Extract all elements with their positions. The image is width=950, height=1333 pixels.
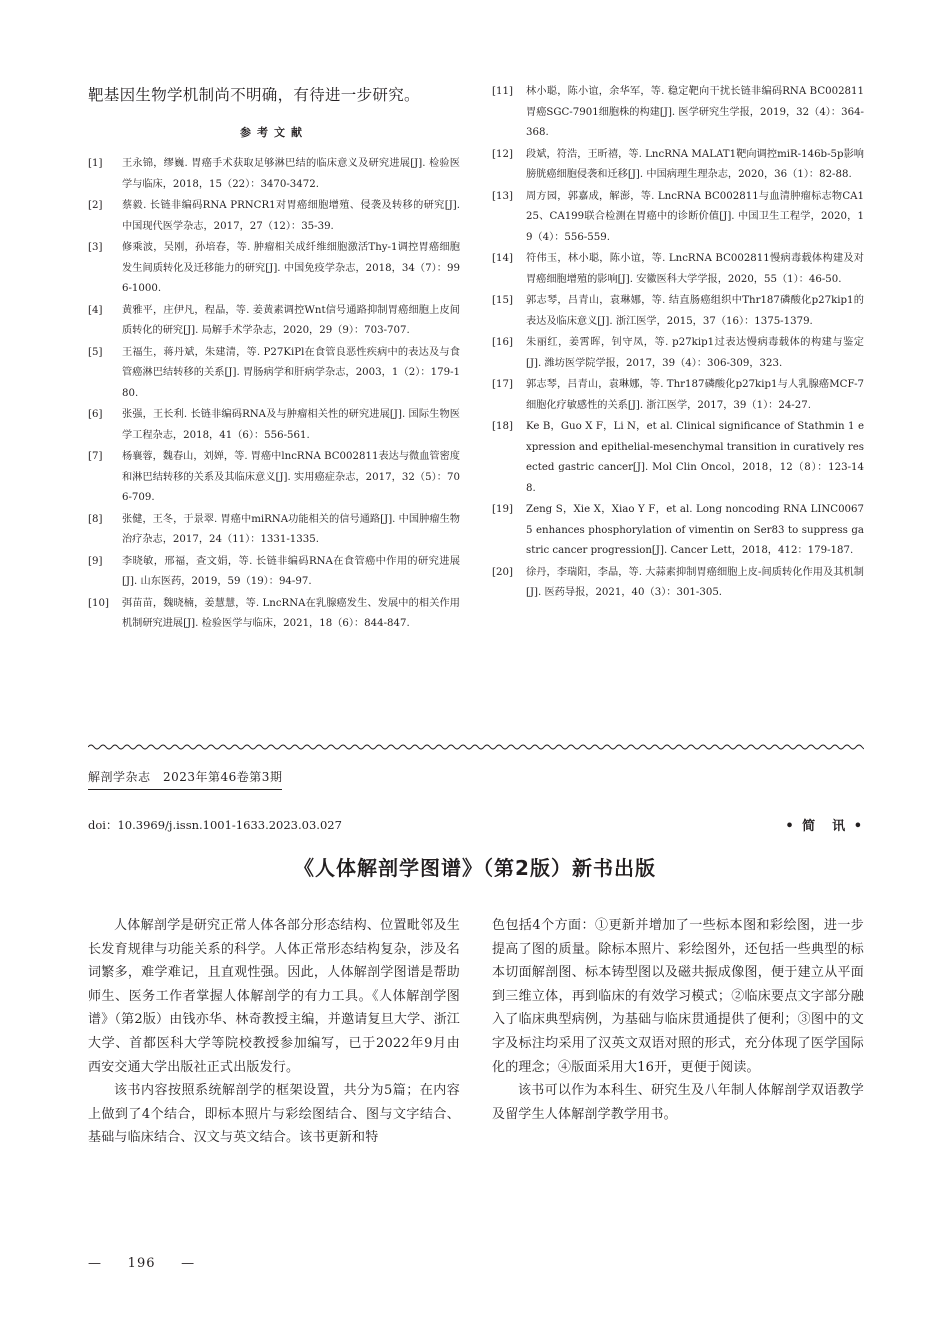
- reference-text: 徐丹，李瑞阳，李晶，等. 大蒜素抑制胃癌细胞上皮-间质转化作用及其机制[J]. 医药导报，2021，40（3）：301-305.: [526, 566, 864, 598]
- article-title: 《人体解剖学图谱》（第2版）新书出版: [294, 856, 656, 880]
- reference-number: [20]: [492, 566, 513, 578]
- reference-text: 李晓敏，邢福，查文娟，等. 长链非编码RNA在食管癌中作用的研究进展[J]. 山东医药，2019，59（19）：94-97.: [122, 555, 460, 587]
- reference-text: 修乘波，吴刚，孙培春，等. 肿瘤相关成纤维细胞激活Thy-1调控胃癌细胞发生间质转化及迁移能力的研究[J]. 中国免疫学杂志，2018，34（7）：996-1000.: [122, 242, 460, 294]
- reference-item: [492, 82, 864, 144]
- reference-item: [492, 417, 864, 499]
- reference-item: [88, 301, 460, 342]
- reference-item: [88, 343, 460, 405]
- reference-text: Ke B，Guo X F，Li N，et al. Clinical significance of Stathmin 1 expression and epithelial-mesenchymal transition in curatively resected gastric cancer[J]. Mol Clin Oncol，2018，12（8）：123-148.: [526, 421, 864, 494]
- reference-list-left: [88, 154, 460, 635]
- reference-number: [7]: [88, 451, 103, 462]
- page-number-value: 196: [127, 1256, 156, 1271]
- references-title: 参考文献: [240, 126, 308, 139]
- reference-number: [5]: [88, 346, 103, 358]
- reference-text: 周方园，郭嘉成，解澎，等. LncRNA BC002811与血清肿瘤标志物CA125、CA199联合检测在胃癌中的诊断价值[J]. 中国卫生工程学，2020，19（4）：556-559.: [526, 190, 864, 243]
- reference-list-right: [492, 82, 864, 604]
- reference-number: [19]: [492, 504, 513, 515]
- reference-item: [88, 447, 460, 509]
- page-number-dash: —: [88, 1256, 102, 1271]
- reference-text: 张强，王长利. 长链非编码RNA及与肿瘤相关性的研究进展[J]. 国际生物医学工程杂志，2018，41（6）：556-561.: [122, 409, 460, 441]
- reference-number: [10]: [88, 597, 109, 609]
- reference-text: 蔡毅. 长链非编码RNA PRNCR1对胃癌细胞增殖、侵袭及转移的研究[J]. 中国现代医学杂志，2017，27（12）：35-39.: [122, 200, 460, 232]
- reference-text: 黄雅平，庄伊凡，程晶，等. 姜黄素调控Wnt信号通路抑制胃癌细胞上皮间质转化的研究[J]. 局解手术学杂志，2020，29（9）：703-707.: [122, 304, 460, 336]
- body-right-column: [492, 914, 864, 1126]
- reference-text: 段斌，符浩，王昕禧，等. LncRNA MALAT1靶向调控miR-146b-5p影响膀胱癌细胞侵袭和迁移[J]. 中国病理生理杂志，2020，36（1）：82-88.: [526, 148, 864, 180]
- reference-number: [15]: [492, 295, 513, 306]
- reference-item: [492, 187, 864, 249]
- journal-info: 解剖学杂志 2023年第46卷第3期: [88, 768, 282, 790]
- doi-label: doi：10.3969/j.issn.1001-1633.2023.03.027: [88, 818, 342, 832]
- reference-text: Zeng S，Xie X，Xiao Y F，et al. Long noncoding RNA LINC00675 enhances phosphorylation of vimentin on Ser83 to suppress gastric cancer progression[J]. Cancer Lett，2018，412：179-187.: [526, 504, 864, 556]
- wavy-divider: [88, 742, 864, 752]
- reference-item: [88, 594, 460, 635]
- left-column: [88, 82, 460, 636]
- reference-number: [16]: [492, 337, 513, 348]
- reference-item: [492, 291, 864, 332]
- section-tag: • 简 讯 •: [785, 819, 864, 834]
- reference-item: [88, 510, 460, 551]
- reference-number: [18]: [492, 421, 513, 432]
- reference-text: 郭志琴，吕青山，袁琳娜，等. 结直肠癌组织中Thr187磷酸化p27kip1的表达及临床意义[J]. 浙江医学，2015，37（16）：1375-1379.: [526, 295, 864, 327]
- reference-text: 王福生，蒋丹斌，朱建清，等. P27KiPl在食管良恶性疾病中的表达及与食管癌淋巴结转移的关系[J]. 胃肠病学和肝病学杂志，2003，1（2）：179-180.: [122, 346, 460, 399]
- reference-item: [492, 563, 864, 604]
- reference-number: [8]: [88, 513, 103, 525]
- reference-item: [492, 145, 864, 186]
- reference-number: [17]: [492, 379, 513, 390]
- reference-item: [492, 375, 864, 416]
- right-column: [492, 82, 864, 605]
- page-number-dash: —: [181, 1256, 196, 1271]
- reference-text: 张健，王冬，于景翠. 胃癌中miRNA功能相关的信号通路[J]. 中国肿瘤生物治疗杂志，2017，24（11）：1331-1335.: [122, 513, 460, 545]
- reference-text: 杨襄蓉，魏春山，刘婵，等. 胃癌中lncRNA BC002811表达与微血管密度和淋巴结转移的关系及其临床意义[J]. 实用癌症杂志，2017，32（5）：706-709.: [122, 451, 460, 503]
- reference-item: [492, 500, 864, 562]
- lead-sentence: 靶基因生物学机制尚不明确，有待进一步研究。: [88, 86, 420, 104]
- reference-number: [12]: [492, 148, 513, 160]
- reference-text: 符伟玉，林小聪，陈小谊，等. LncRNA BC002811慢病毒载体构建及对胃癌细胞增殖的影响[J]. 安徽医科大学学报，2020，55（1）：46-50.: [526, 253, 864, 285]
- body-paragraph: 该书内容按照系统解剖学的框架设置，共分为5篇；在内容上做到了4个结合，即标本照片与彩绘图结合、图与文字结合、基础与临床结合、汉文与英文结合。该书更新和特: [88, 1083, 460, 1146]
- body-paragraph: 色包括4个方面：①更新并增加了一些标本图和彩绘图，进一步提高了图的质量。除标本照片、彩绘图外，还包括一些典型的标本切面解剖图、标本铸型图以及磁共振成像图，便于建立从平面到三维立体，再到临床的有效学习模式；②临床要点文字部分融入了临床典型病例，为基础与临床贯通提供了便利；③图中的文字及标注均采用了汉英文双语对照的形式，充分体现了医学国际化的理念；④版面采用大16开，更便于阅读。: [492, 918, 864, 1075]
- reference-text: 弭苗苗，魏晓楠，姜慧慧，等. LncRNA在乳腺癌发生、发展中的相关作用机制研究进展[J]. 检验医学与临床，2021，18（6）：844-847.: [122, 597, 460, 629]
- reference-number: [13]: [492, 190, 513, 202]
- reference-text: 王永锦，缪巍. 胃癌手术获取足够淋巴结的临床意义及研究进展[J]. 检验医学与临床，2018，15（22）：3470-3472.: [122, 158, 460, 190]
- reference-number: [14]: [492, 253, 513, 264]
- reference-number: [6]: [88, 409, 103, 420]
- reference-item: [492, 333, 864, 374]
- reference-number: [11]: [492, 86, 513, 97]
- reference-number: [1]: [88, 158, 103, 169]
- reference-item: [88, 405, 460, 446]
- body-paragraph: 该书可以作为本科生、研究生及八年制人体解剖学双语教学及留学生人体解剖学教学用书。: [492, 1083, 864, 1122]
- reference-number: [2]: [88, 200, 103, 211]
- reference-item: [88, 238, 460, 300]
- reference-item: [492, 249, 864, 290]
- reference-text: 郭志琴，吕青山，袁琳娜，等. Thr187磷酸化p27kip1与人乳腺癌MCF-7细胞化疗敏感性的关系[J]. 浙江医学，2017，39（1）：24-27.: [526, 379, 864, 411]
- reference-text: 林小聪，陈小谊，余华军，等. 稳定靶向干扰长链非编码RNA BC002811胃癌SGC-7901细胞株的构建[J]. 医学研究生学报，2019，32（4）：364-368.: [526, 86, 864, 138]
- reference-item: [88, 196, 460, 237]
- body-left-column: [88, 914, 460, 1150]
- reference-number: [9]: [88, 555, 103, 567]
- reference-item: [88, 552, 460, 593]
- reference-text: 朱丽红，姜霄晖，钊守凤，等. p27kip1过表达慢病毒载体的构建与鉴定[J]. 潍坊医学院学报，2017，39（4）：306-309，323.: [526, 337, 864, 369]
- reference-number: [3]: [88, 242, 103, 253]
- page-number: [88, 1256, 195, 1271]
- body-paragraph: 人体解剖学是研究正常人体各部分形态结构、位置毗邻及生长发育规律与功能关系的科学。人体正常形态结构复杂，涉及名词繁多，难学难记，且直观性强。因此，人体解剖学图谱是帮助师生、医务工作者掌握人体解剖学的有力工具。《人体解剖学图谱》（第2版）由钱亦华、林奇教授主编，并邀请复旦大学、浙江大学、首都医科大学等院校教授参加编写，已于2022年9月由西安交通大学出版社正式出版发行。: [88, 918, 460, 1075]
- reference-number: [4]: [88, 304, 103, 316]
- reference-item: [88, 154, 460, 195]
